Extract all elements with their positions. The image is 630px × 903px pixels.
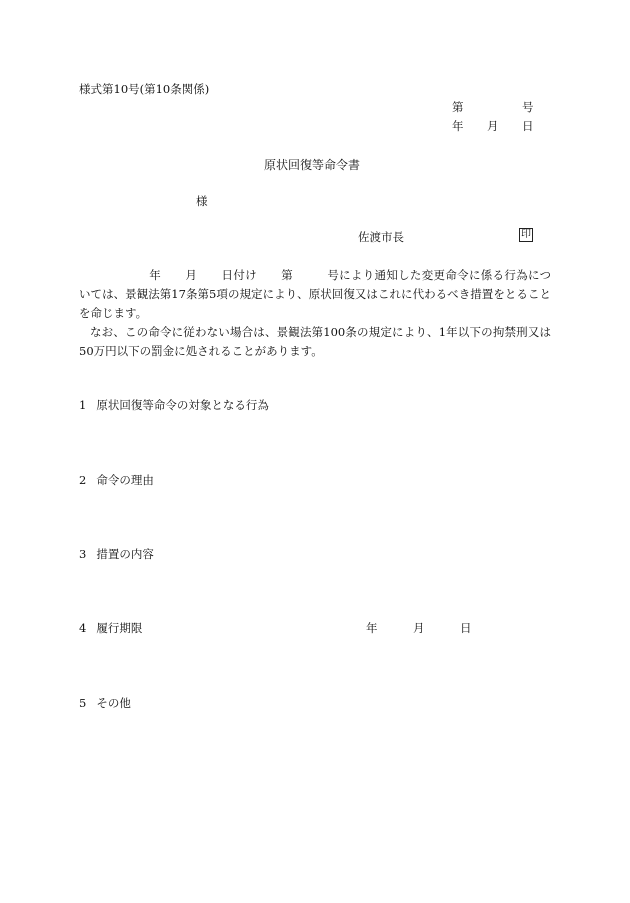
deadline-month: 月 [413, 621, 425, 635]
section-3 [79, 547, 154, 561]
body-paragraph-1 [79, 266, 551, 323]
section-1-number: 1 [79, 398, 87, 412]
section-3-label: 措置の内容 [96, 547, 154, 561]
section-4-number: 4 [79, 621, 87, 635]
section-2-number: 2 [79, 473, 87, 487]
body-month: 月 [185, 268, 198, 282]
body-year: 年 [149, 268, 162, 282]
doc-date-day: 日 [522, 119, 534, 133]
body-dai: 第 [280, 268, 294, 282]
deadline-day: 日 [460, 621, 472, 635]
deadline-year: 年 [366, 621, 378, 635]
section-2-label: 命令の理由 [96, 473, 154, 487]
doc-date-month: 月 [487, 119, 499, 133]
section-1 [79, 398, 269, 412]
section-4 [79, 621, 142, 635]
section-1-label: 原状回復等命令の対象となる行為 [96, 398, 269, 412]
body-rest: 号により通知した変更命令に係る行為については、景観法第17条第5項の規定により、原状回復又はこれに代わるべき措置をとることを命じます。 [79, 268, 552, 320]
doc-date-year: 年 [452, 119, 464, 133]
doc-number-prefix: 第 [452, 100, 464, 114]
body-dated: 日付け [221, 268, 257, 282]
body-paragraph-2: なお、この命令に従わない場合は、景観法第100条の規定により、1年以下の拘禁刑又は50万円以下の罰金に処されることがあります。 [79, 325, 551, 358]
document-title: 原状回復等命令書 [264, 158, 361, 172]
seal-box: 印 [521, 229, 531, 240]
section-5-number: 5 [79, 696, 87, 710]
form-label: 様式第10号(第10条関係) [79, 82, 210, 96]
section-2 [79, 473, 154, 487]
issuer-name: 佐渡市長 [358, 230, 404, 244]
section-4-label: 履行期限 [96, 621, 143, 635]
doc-number-suffix: 号 [522, 100, 534, 114]
section-5 [79, 696, 131, 710]
addressee-suffix: 様 [196, 194, 208, 208]
section-3-number: 3 [79, 547, 87, 561]
section-5-label: その他 [96, 696, 131, 710]
